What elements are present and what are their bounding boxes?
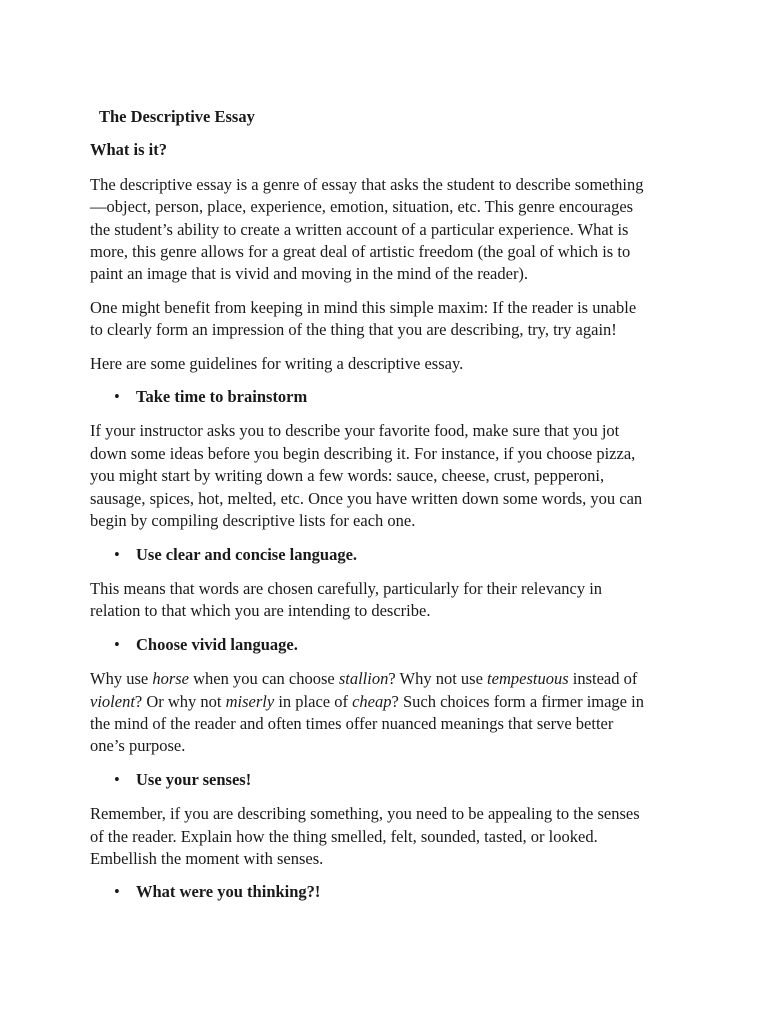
italic-word: miserly xyxy=(225,691,275,711)
text-run: in place of xyxy=(274,691,353,711)
italic-word: violent xyxy=(90,691,135,711)
guideline-heading-clear-language xyxy=(90,544,650,566)
italic-word: cheap xyxy=(352,691,392,711)
text-run: ? Or why not xyxy=(134,691,226,711)
text-run: Why use xyxy=(90,669,153,689)
italic-word: tempestuous xyxy=(487,669,569,689)
bullet-dot: • xyxy=(114,544,120,564)
guideline-heading-thinking xyxy=(90,881,650,903)
guideline-label: Choose vivid language. xyxy=(136,634,298,654)
paragraph-clear-language: This means that words are chosen carefully, particularly for their relevancy in relation to that which you are intending to describe. xyxy=(90,578,603,621)
document-title: The Descriptive Essay xyxy=(99,107,255,126)
paragraph-definition: The descriptive essay is a genre of essay that asks the student to describe something—object, person, place, experience, emotion, situation, etc. This genre encourages the student’s ability to create a written account of a particular experience. What is more, this genre allows for a great deal of artistic freedom (the goal of which is to paint an image that is vivid and moving in the mind of the reader). xyxy=(90,174,644,284)
document-body xyxy=(90,106,650,916)
paragraph-maxim: One might benefit from keeping in mind this simple maxim: If the reader is unable to clearly form an impression of the thing that you are describing, try, try again! xyxy=(90,297,637,340)
guideline-heading-senses xyxy=(90,769,650,791)
guideline-heading-vivid-language xyxy=(90,634,650,656)
italic-word: horse xyxy=(152,669,189,689)
guideline-label: What were you thinking?! xyxy=(136,882,321,902)
bullet-dot: • xyxy=(114,634,120,654)
guideline-heading-brainstorm xyxy=(90,386,650,408)
guideline-label: Use clear and concise language. xyxy=(136,544,358,564)
guideline-label: Take time to brainstorm xyxy=(136,387,308,407)
paragraph-guidelines-intro: Here are some guidelines for writing a descriptive essay. xyxy=(90,353,464,373)
section-heading: What is it? xyxy=(90,140,168,160)
bullet-dot: • xyxy=(114,769,120,789)
bullet-dot: • xyxy=(114,882,120,902)
bullet-dot: • xyxy=(114,387,120,407)
paragraph-senses: Remember, if you are describing something, you need to be appealing to the senses of the reader. Explain how the thing smelled, felt, sounded, tasted, or looked. Embellish the moment with senses. xyxy=(90,804,640,868)
paragraph-brainstorm: If your instructor asks you to describe your favorite food, make sure that you jot down some ideas before you begin describing it. For instance, if you choose pizza, you might start by writing down a few words: sauce, cheese, crust, pepperoni, sausage, spices, hot, melted, etc. Once you have written down some words, you can begin by compiling descriptive lists for each one. xyxy=(90,421,643,531)
text-run: ? Such choices form a firmer image in the mind of the reader and often times offer nuanced meanings that serve better one’s purpose. xyxy=(90,691,644,756)
text-run: instead of xyxy=(568,669,638,689)
italic-word: stallion xyxy=(338,669,389,689)
guideline-label: Use your senses! xyxy=(136,769,252,789)
text-run: ? Why not use xyxy=(388,669,488,689)
text-run: when you can choose xyxy=(189,669,339,689)
paragraph-vivid-language xyxy=(90,668,650,758)
